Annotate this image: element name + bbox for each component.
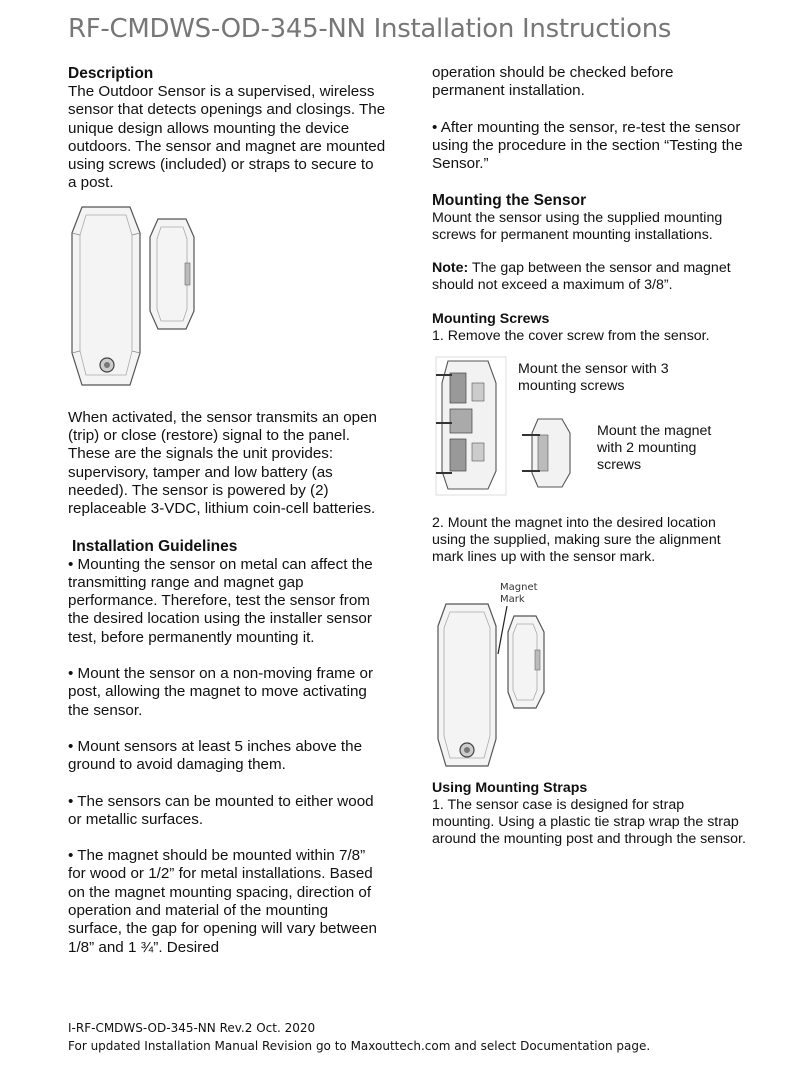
guideline-bullet-2: • Mount the sensor on a non-moving frame or post, allowing the magnet to move activating the sensor. xyxy=(68,665,374,719)
guideline-bullet-3: • Mount sensors at least 5 inches above the ground to avoid damaging them. xyxy=(68,737,363,774)
straps-text: 1. The sensor case is designed for strap mounting. Using a plastic tie strap wrap the strap around the mounting post and through the sensor. xyxy=(432,797,746,848)
footer-revision: I-RF-CMDWS-OD-345-NN Rev.2 Oct. 2020 xyxy=(68,1021,316,1035)
footer-note: For updated Installation Manual Revision go to Maxouttech.com and select Documentation page. xyxy=(68,1039,651,1053)
note-text: The gap between the sensor and magnet should not exceed a maximum of 3/8”. xyxy=(432,260,731,294)
alignment-illustration xyxy=(432,574,562,774)
guideline-bullet-1: • Mounting the sensor on metal can affect the transmitting range and magnet gap performance. Therefore, test the sensor from the desired location using the installer sensor test, before permanently mounting it. xyxy=(68,555,373,646)
guideline-bullet-6: • After mounting the sensor, re-test the sensor using the procedure in the section “Testing the Sensor.” xyxy=(432,118,743,173)
caption-sensor: Mount the sensor with 3 mounting screws xyxy=(518,361,669,395)
screws-step-2: 2. Mount the magnet into the desired location using the supplied, making sure the alignment mark lines up with the sensor mark. xyxy=(432,515,721,566)
left-column xyxy=(68,64,386,957)
guideline-bullet-4: • The sensors can be mounted to either wood or metallic surfaces. xyxy=(68,792,374,828)
page-title: RF-CMDWS-OD-345-NN Installation Instructions xyxy=(68,14,672,44)
mounting-screws-figure xyxy=(432,353,750,503)
continued-text: operation should be checked before permanent installation. xyxy=(432,64,674,100)
mounting-heading: Mounting the Sensor xyxy=(432,192,587,210)
note-paragraph xyxy=(432,260,750,294)
caption-magnet: Mount the magnet with 2 mounting screws xyxy=(597,423,712,474)
magnet-mark-line-2: Mark xyxy=(500,594,525,606)
description-heading: Description xyxy=(68,65,154,82)
description-text: The Outdoor Sensor is a supervised, wireless sensor that detects openings and closings. The unique design allows mounting the device outdoors. The sensor and magnet are mounted using screws (included) or straps to secure to a post. xyxy=(68,83,386,192)
right-column xyxy=(432,64,750,848)
alignment-figure xyxy=(432,574,750,774)
straps-heading: Using Mounting Straps xyxy=(432,780,588,797)
screws-heading: Mounting Screws xyxy=(432,311,550,328)
guidelines-heading: Installation Guidelines xyxy=(72,537,238,555)
mounting-text: Mount the sensor using the supplied mounting screws for permanent mounting installations. xyxy=(432,210,723,244)
magnet-mark-line-1: Magnet xyxy=(500,582,538,594)
sensor-magnet-illustration xyxy=(68,203,308,393)
screws-step-1: 1. Remove the cover screw from the sensor. xyxy=(432,328,710,345)
guideline-bullet-5: • The magnet should be mounted within 7/8” for wood or 1/2” for metal installations. Based on the magnet mounting spacing, direction of operation and material of the mounting surface, the gap for opening will vary between 1/8” and 1 ¾”. Desired xyxy=(68,847,377,956)
note-label: Note: xyxy=(432,260,469,277)
activation-text: When activated, the sensor transmits an open (trip) or close (restore) signal to the panel. These are the signals the unit provides: supervisory, tamper and low battery (as needed). The sensor is powered by (2) replaceable 3-VDC, lithium coin-cell batteries. xyxy=(68,408,377,518)
